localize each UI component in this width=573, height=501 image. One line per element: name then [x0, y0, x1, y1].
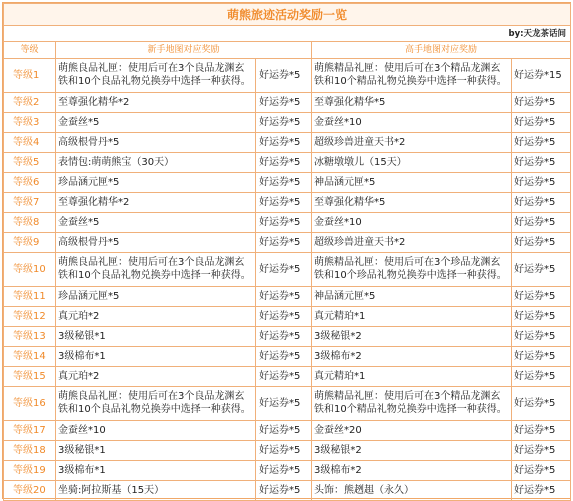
advanced-coupon-cell: 好运券*5 — [512, 233, 571, 253]
advanced-reward-cell: 至尊强化精华*5 — [312, 193, 512, 213]
advanced-coupon-cell: 好运券*5 — [512, 327, 571, 347]
novice-coupon-cell: 好运券*5 — [256, 253, 312, 287]
advanced-coupon-cell: 好运券*5 — [512, 193, 571, 213]
novice-coupon-cell: 好运券*5 — [256, 347, 312, 367]
level-cell: 等级7 — [4, 193, 56, 213]
level-cell: 等级10 — [4, 253, 56, 287]
level-cell: 等级2 — [4, 93, 56, 113]
advanced-coupon-cell: 好运券*5 — [512, 367, 571, 387]
header-level: 等级 — [4, 42, 56, 59]
novice-coupon-cell: 好运券*5 — [256, 421, 312, 441]
novice-reward-cell: 高级根骨丹*5 — [56, 233, 256, 253]
table-row — [4, 153, 571, 173]
credit-text: by:天龙茶话间 — [4, 26, 571, 42]
level-cell: 等级16 — [4, 387, 56, 421]
table-row — [4, 253, 571, 287]
header-row — [4, 42, 571, 59]
table-row — [4, 327, 571, 347]
novice-reward-cell: 金蚕丝*10 — [56, 421, 256, 441]
table-row — [4, 133, 571, 153]
level-cell: 等级15 — [4, 367, 56, 387]
table-row — [4, 213, 571, 233]
novice-coupon-cell: 好运券*5 — [256, 441, 312, 461]
novice-coupon-cell: 好运券*5 — [256, 173, 312, 193]
novice-reward-cell: 金蚕丝*5 — [56, 113, 256, 133]
advanced-reward-cell: 萌熊精品礼匣：使用后可在3个珍品龙渊玄铁和10个珍品礼物兑换券中选择一种获得。 — [312, 253, 512, 287]
level-cell: 等级11 — [4, 287, 56, 307]
novice-reward-cell: 3级秘银*1 — [56, 327, 256, 347]
advanced-coupon-cell: 好运券*5 — [512, 93, 571, 113]
novice-coupon-cell: 好运券*5 — [256, 213, 312, 233]
advanced-coupon-cell: 好运券*5 — [512, 387, 571, 421]
advanced-coupon-cell: 好运券*5 — [512, 347, 571, 367]
novice-reward-cell: 萌熊良品礼匣：使用后可在3个良品龙渊玄铁和10个良品礼物兑换券中选择一种获得。 — [56, 59, 256, 93]
level-cell: 等级18 — [4, 441, 56, 461]
level-cell: 等级6 — [4, 173, 56, 193]
advanced-reward-cell: 真元精珀*1 — [312, 367, 512, 387]
level-cell: 等级4 — [4, 133, 56, 153]
table-row — [4, 461, 571, 481]
reward-table — [3, 3, 571, 501]
header-advanced: 高手地图对应奖励 — [312, 42, 571, 59]
advanced-reward-cell: 3级棉布*2 — [312, 347, 512, 367]
advanced-reward-cell: 头饰：熊趔趄（永久） — [312, 481, 512, 501]
novice-coupon-cell: 好运券*5 — [256, 287, 312, 307]
advanced-reward-cell: 3级秘银*2 — [312, 441, 512, 461]
novice-reward-cell: 金蚕丝*5 — [56, 213, 256, 233]
advanced-reward-cell: 超级珍兽进童天书*2 — [312, 133, 512, 153]
advanced-coupon-cell: 好运券*5 — [512, 307, 571, 327]
novice-coupon-cell: 好运券*5 — [256, 113, 312, 133]
level-cell: 等级9 — [4, 233, 56, 253]
advanced-reward-cell: 3级棉布*2 — [312, 461, 512, 481]
level-cell: 等级19 — [4, 461, 56, 481]
novice-reward-cell: 表情包:萌萌熊宝（30天） — [56, 153, 256, 173]
advanced-coupon-cell: 好运券*5 — [512, 461, 571, 481]
table-row — [4, 441, 571, 461]
novice-coupon-cell: 好运券*5 — [256, 307, 312, 327]
title-row — [4, 4, 571, 26]
novice-reward-cell: 3级秘银*1 — [56, 441, 256, 461]
advanced-coupon-cell: 好运券*5 — [512, 153, 571, 173]
novice-reward-cell: 萌熊良品礼匣：使用后可在3个良品龙渊玄铁和10个良品礼物兑换券中选择一种获得。 — [56, 253, 256, 287]
advanced-coupon-cell: 好运券*5 — [512, 481, 571, 501]
header-novice: 新手地图对应奖励 — [56, 42, 312, 59]
novice-coupon-cell: 好运券*5 — [256, 367, 312, 387]
table-row — [4, 367, 571, 387]
page-title: 萌熊旅迹活动奖励一览 — [4, 4, 571, 26]
novice-coupon-cell: 好运券*5 — [256, 233, 312, 253]
advanced-coupon-cell: 好运券*5 — [512, 287, 571, 307]
advanced-reward-cell: 冰糖墩墩儿（15天） — [312, 153, 512, 173]
novice-coupon-cell: 好运券*5 — [256, 153, 312, 173]
level-cell: 等级3 — [4, 113, 56, 133]
advanced-coupon-cell: 好运券*5 — [512, 421, 571, 441]
novice-reward-cell: 高级根骨丹*5 — [56, 133, 256, 153]
advanced-reward-cell: 神品涵元匣*5 — [312, 287, 512, 307]
level-cell: 等级20 — [4, 481, 56, 501]
advanced-reward-cell: 3级秘银*2 — [312, 327, 512, 347]
level-cell: 等级1 — [4, 59, 56, 93]
table-row — [4, 193, 571, 213]
level-cell: 等级14 — [4, 347, 56, 367]
advanced-reward-cell: 金蚕丝*20 — [312, 421, 512, 441]
novice-reward-cell: 坐骑:阿拉斯基（15天） — [56, 481, 256, 501]
advanced-coupon-cell: 好运券*5 — [512, 441, 571, 461]
novice-reward-cell: 3级棉布*1 — [56, 461, 256, 481]
table-row — [4, 307, 571, 327]
novice-reward-cell: 至尊强化精华*2 — [56, 193, 256, 213]
advanced-coupon-cell: 好运券*15 — [512, 59, 571, 93]
novice-reward-cell: 真元珀*2 — [56, 367, 256, 387]
novice-reward-cell: 3级棉布*1 — [56, 347, 256, 367]
novice-coupon-cell: 好运券*5 — [256, 461, 312, 481]
advanced-reward-cell: 至尊强化精华*5 — [312, 93, 512, 113]
table-row — [4, 387, 571, 421]
advanced-reward-cell: 金蚕丝*10 — [312, 113, 512, 133]
advanced-coupon-cell: 好运券*5 — [512, 113, 571, 133]
table-row — [4, 347, 571, 367]
level-cell: 等级12 — [4, 307, 56, 327]
table-row — [4, 481, 571, 501]
level-cell: 等级17 — [4, 421, 56, 441]
novice-reward-cell: 珍品涵元匣*5 — [56, 173, 256, 193]
credit-row — [4, 26, 571, 42]
novice-reward-cell: 珍品涵元匣*5 — [56, 287, 256, 307]
level-cell: 等级13 — [4, 327, 56, 347]
level-cell: 等级8 — [4, 213, 56, 233]
level-cell: 等级5 — [4, 153, 56, 173]
novice-reward-cell: 萌熊良品礼匣：使用后可在3个良品龙渊玄铁和10个良品礼物兑换券中选择一种获得。 — [56, 387, 256, 421]
table-row — [4, 233, 571, 253]
novice-reward-cell: 至尊强化精华*2 — [56, 93, 256, 113]
novice-coupon-cell: 好运券*5 — [256, 387, 312, 421]
novice-coupon-cell: 好运券*5 — [256, 481, 312, 501]
advanced-reward-cell: 萌熊精品礼匣：使用后可在3个精品龙渊玄铁和10个精品礼物兑换券中选择一种获得。 — [312, 59, 512, 93]
table-row — [4, 59, 571, 93]
novice-coupon-cell: 好运券*5 — [256, 93, 312, 113]
table-row — [4, 173, 571, 193]
advanced-reward-cell: 超级珍兽进童天书*2 — [312, 233, 512, 253]
novice-reward-cell: 真元珀*2 — [56, 307, 256, 327]
table-row — [4, 113, 571, 133]
novice-coupon-cell: 好运券*5 — [256, 327, 312, 347]
novice-coupon-cell: 好运券*5 — [256, 133, 312, 153]
table-row — [4, 421, 571, 441]
novice-coupon-cell: 好运券*5 — [256, 59, 312, 93]
table-row — [4, 287, 571, 307]
advanced-coupon-cell: 好运券*5 — [512, 213, 571, 233]
advanced-coupon-cell: 好运券*5 — [512, 133, 571, 153]
advanced-coupon-cell: 好运券*5 — [512, 253, 571, 287]
advanced-coupon-cell: 好运券*5 — [512, 173, 571, 193]
advanced-reward-cell: 萌熊精品礼匣：使用后可在3个精品龙渊玄铁和10个精品礼物兑换券中选择一种获得。 — [312, 387, 512, 421]
table-row — [4, 93, 571, 113]
reward-sheet — [2, 2, 571, 499]
advanced-reward-cell: 神品涵元匣*5 — [312, 173, 512, 193]
novice-coupon-cell: 好运券*5 — [256, 193, 312, 213]
advanced-reward-cell: 金蚕丝*10 — [312, 213, 512, 233]
advanced-reward-cell: 真元精珀*1 — [312, 307, 512, 327]
